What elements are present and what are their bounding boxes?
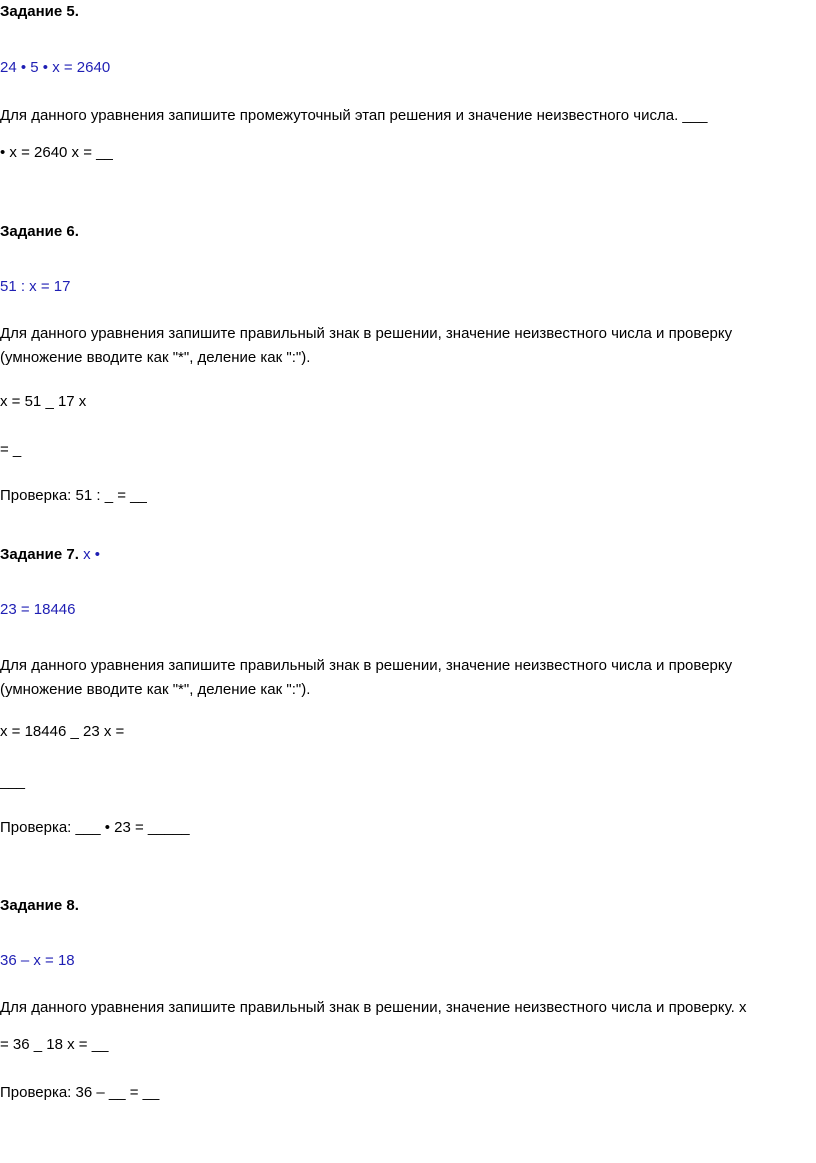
task5-equation: 24 • 5 • x = 2640 <box>0 59 111 76</box>
task6-instruction-line1: Для данного уравнения запишите правильный знак в решении, значение неизвестного числа и проверку <box>0 325 733 342</box>
task6-check: Проверка: 51 : _ = __ <box>0 487 147 504</box>
task5-instruction: Для данного уравнения запишите промежуточный этап решения и значение неизвестного числа. ___ <box>0 107 708 124</box>
task7-title-equation-start: x • <box>83 546 100 563</box>
task6-equation: 51 : x = 17 <box>0 278 71 295</box>
task8-instruction: Для данного уравнения запишите правильный знак в решении, значение неизвестного числа и проверку. x <box>0 999 747 1016</box>
task8-title: Задание 8. <box>0 897 79 914</box>
task7-title-row <box>0 545 100 565</box>
task5-answer-line: • x = 2640 x = __ <box>0 144 113 161</box>
task6-title: Задание 6. <box>0 223 79 240</box>
task7-answer-line2: ___ <box>0 773 26 790</box>
task7-title: Задание 7. <box>0 546 79 563</box>
task5-title: Задание 5. <box>0 3 79 20</box>
task7-answer-line1: x = 18446 _ 23 x = <box>0 723 125 740</box>
task8-equation: 36 – x = 18 <box>0 952 75 969</box>
task8-answer-line: = 36 _ 18 x = __ <box>0 1036 109 1053</box>
task8-check: Проверка: 36 – __ = __ <box>0 1084 160 1101</box>
task7-instruction-line1: Для данного уравнения запишите правильный знак в решении, значение неизвестного числа и проверку <box>0 657 733 674</box>
task7-check: Проверка: ___ • 23 = _____ <box>0 819 190 836</box>
task6-answer-line2: = _ <box>0 441 22 458</box>
task6-instruction-line2: (умножение вводите как "*", деление как ":"). <box>0 349 311 366</box>
task7-equation: 23 = 18446 <box>0 601 76 618</box>
task7-instruction-line2: (умножение вводите как "*", деление как ":"). <box>0 681 311 698</box>
task6-answer-line1: x = 51 _ 17 x <box>0 393 87 410</box>
